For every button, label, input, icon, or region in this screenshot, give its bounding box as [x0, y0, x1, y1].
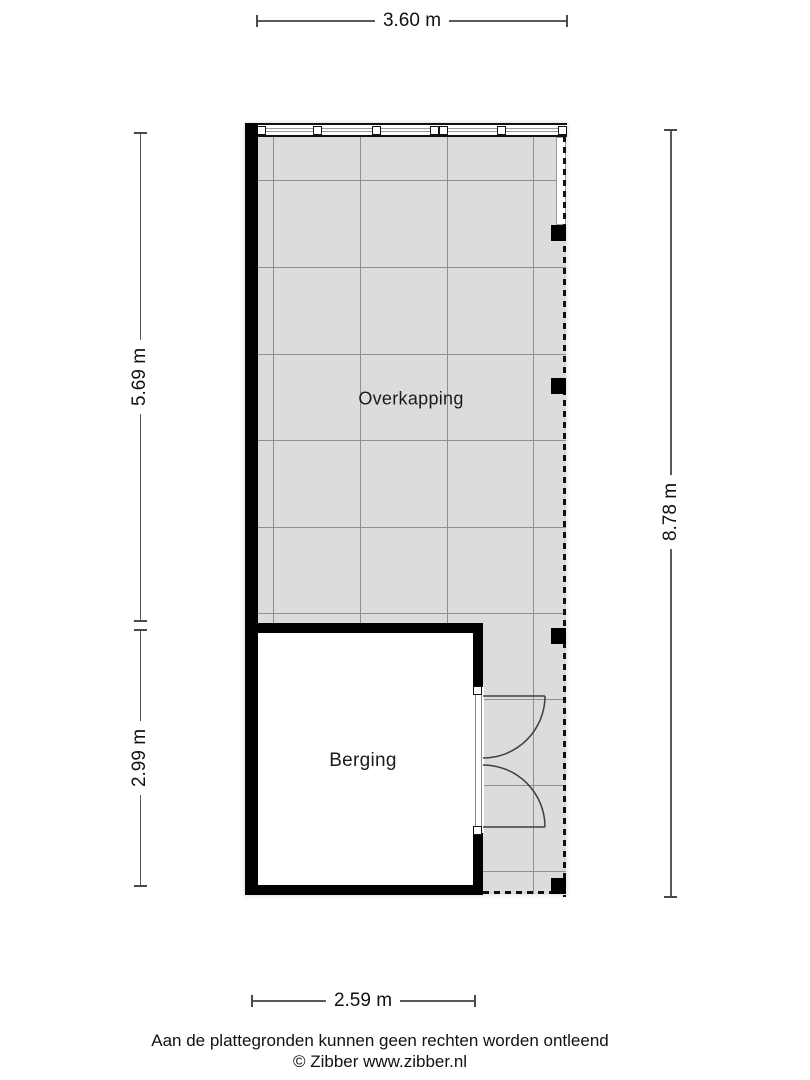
- door-frame: [475, 695, 482, 827]
- footer-copyright: © Zibber www.zibber.nl: [292, 1052, 468, 1071]
- glazing-mullion: [372, 126, 381, 135]
- glazing-mullion: [430, 126, 439, 135]
- dimension-label-bottom: 2.59 m: [326, 990, 400, 1012]
- column-post: [551, 225, 566, 241]
- column-post: [551, 628, 566, 644]
- floor-grid-line: [258, 613, 566, 614]
- door-jamb: [473, 826, 482, 835]
- room-label-overkapping: Overkapping: [358, 388, 464, 409]
- floor-grid-line: [258, 354, 566, 355]
- glazing-wall: [258, 123, 567, 137]
- floor-grid-line: [258, 267, 566, 268]
- floor-grid-line: [258, 440, 566, 441]
- floor-grid-line: [533, 136, 534, 894]
- glazing-mullion: [439, 126, 448, 135]
- dimension-label-right: 8.78 m: [660, 475, 682, 549]
- room-label-berging: Berging: [329, 750, 397, 771]
- column-post: [551, 378, 566, 394]
- dimension-label-top: 3.60 m: [375, 10, 449, 32]
- floor-grid-line: [258, 180, 566, 181]
- floor-grid-line: [258, 527, 566, 528]
- glazing-mullion: [313, 126, 322, 135]
- column-post: [551, 878, 566, 894]
- dimension-label-left-upper: 5.69 m: [129, 340, 151, 414]
- door-jamb: [473, 686, 482, 695]
- glazing-mullion: [497, 126, 506, 135]
- open-side-dashed-right: [563, 136, 566, 897]
- dimension-label-left-lower: 2.99 m: [129, 721, 151, 795]
- glazing-mullion: [558, 126, 567, 135]
- footer-disclaimer: Aan de plattegronden kunnen geen rechten worden ontleend: [151, 1031, 609, 1050]
